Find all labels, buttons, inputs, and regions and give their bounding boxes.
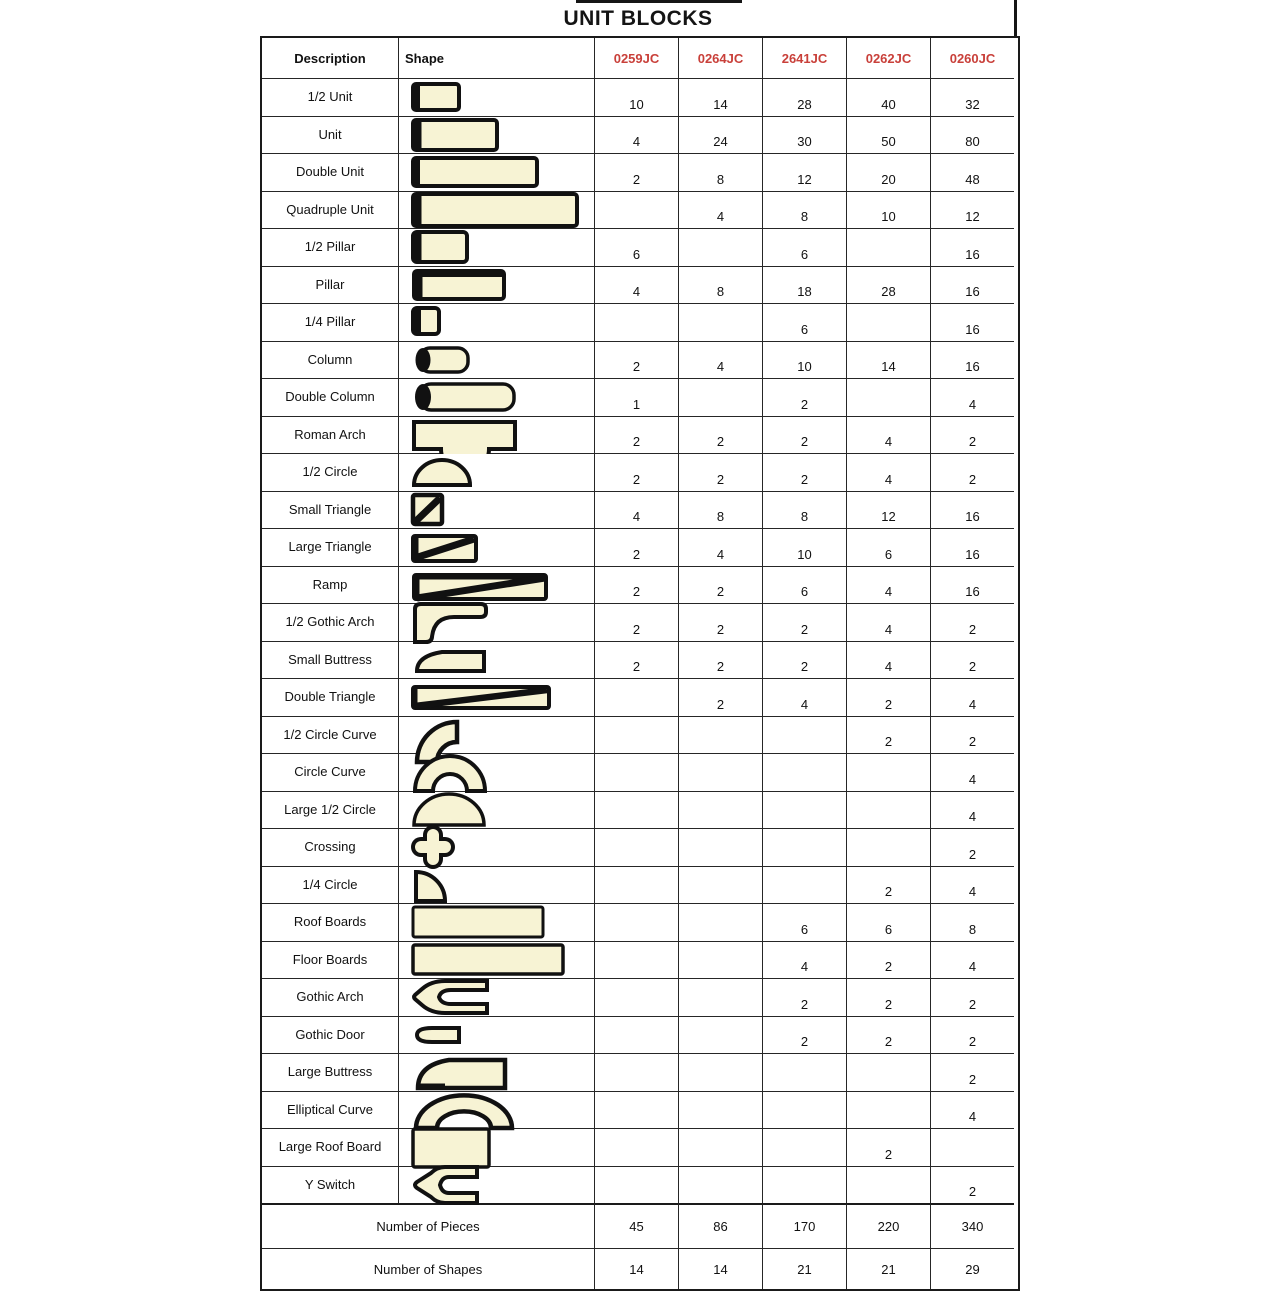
row-shape-cell: [398, 266, 594, 304]
row-quantity: 8: [678, 491, 762, 529]
row-shape-cell: [398, 528, 594, 566]
row-quantity: 4: [930, 941, 1014, 979]
row-quantity: 4: [678, 341, 762, 379]
row-shape-cell: [398, 1053, 594, 1091]
row-quantity: 2: [846, 1128, 930, 1166]
row-description: Y Switch: [262, 1166, 398, 1204]
row-quantity: [678, 1053, 762, 1091]
row-description: Double Triangle: [262, 678, 398, 716]
row-quantity: 2: [762, 416, 846, 454]
half-pillar-shape-icon: [409, 228, 471, 266]
row-quantity: [678, 228, 762, 266]
column-shape-icon: [409, 343, 475, 377]
row-quantity: [678, 791, 762, 829]
row-description: Pillar: [262, 266, 398, 304]
row-quantity: [762, 1166, 846, 1204]
header-shape: Shape: [398, 38, 594, 78]
row-quantity: 2: [846, 866, 930, 904]
row-quantity: 4: [678, 191, 762, 229]
row-shape-cell: [398, 1166, 594, 1204]
row-quantity: 4: [594, 491, 678, 529]
row-quantity: 4: [846, 416, 930, 454]
row-quantity: [762, 866, 846, 904]
pillar-shape-icon: [409, 265, 509, 305]
row-quantity: [678, 866, 762, 904]
row-description: Small Triangle: [262, 491, 398, 529]
row-quantity: 4: [930, 1091, 1014, 1129]
row-quantity: [846, 1053, 930, 1091]
row-quantity: 2: [594, 528, 678, 566]
row-quantity: [594, 716, 678, 754]
gothic-door-shape-icon: [409, 1022, 465, 1048]
footer-shapes-value: 21: [846, 1248, 930, 1289]
row-description: Gothic Door: [262, 1016, 398, 1054]
header-code-0264jc: 0264JC: [678, 38, 762, 78]
row-quantity: 16: [930, 303, 1014, 341]
header-description: Description: [294, 50, 366, 66]
row-quantity: [678, 978, 762, 1016]
double-unit-shape-icon: [409, 155, 541, 189]
row-quantity: [594, 828, 678, 866]
row-description: Floor Boards: [262, 941, 398, 979]
row-quantity: [594, 791, 678, 829]
row-description: 1/2 Pillar: [262, 228, 398, 266]
row-quantity: [594, 978, 678, 1016]
row-description: 1/4 Circle: [262, 866, 398, 904]
row-description: 1/4 Pillar: [262, 303, 398, 341]
row-quantity: 2: [678, 453, 762, 491]
row-quantity: 6: [762, 903, 846, 941]
row-description: 1/2 Unit: [262, 78, 398, 116]
row-quantity: 16: [930, 491, 1014, 529]
header-code-0262jc: 0262JC: [846, 38, 930, 78]
y-switch-shape-icon: [409, 1159, 483, 1211]
row-shape-cell: [398, 603, 594, 641]
quarter-pillar-shape-icon: [409, 304, 445, 340]
row-quantity: [762, 828, 846, 866]
row-quantity: 2: [762, 603, 846, 641]
row-quantity: 12: [930, 191, 1014, 229]
row-quantity: [678, 303, 762, 341]
row-quantity: [846, 1091, 930, 1129]
row-shape-cell: [398, 753, 594, 791]
large-triangle-shape-icon: [409, 529, 481, 565]
unit-blocks-table: [260, 36, 1020, 1291]
small-triangle-shape-icon: [409, 491, 447, 529]
row-quantity: [762, 1091, 846, 1129]
row-quantity: 2: [930, 978, 1014, 1016]
row-quantity: [930, 1128, 1014, 1166]
row-quantity: 2: [930, 641, 1014, 679]
header-code-2641jc: 2641JC: [762, 38, 846, 78]
row-description: Crossing: [262, 828, 398, 866]
row-quantity: [678, 753, 762, 791]
row-quantity: 10: [762, 341, 846, 379]
row-quantity: [678, 716, 762, 754]
row-quantity: 2: [594, 566, 678, 604]
row-quantity: [594, 753, 678, 791]
row-description: Circle Curve: [262, 753, 398, 791]
row-quantity: 80: [930, 116, 1014, 154]
footer-shapes-value: 29: [930, 1248, 1014, 1289]
row-quantity: 16: [930, 341, 1014, 379]
row-description: 1/2 Circle: [262, 453, 398, 491]
row-quantity: [594, 903, 678, 941]
header-code-0259jc: 0259JC: [594, 38, 678, 78]
row-quantity: 12: [762, 153, 846, 191]
footer-shapes-value: 14: [594, 1248, 678, 1289]
row-quantity: 2: [846, 716, 930, 754]
row-quantity: 2: [930, 453, 1014, 491]
half-unit-shape-icon: [409, 81, 463, 113]
row-quantity: [846, 753, 930, 791]
row-quantity: [678, 1016, 762, 1054]
row-shape-cell: [398, 641, 594, 679]
quarter-circle-shape-icon: [409, 864, 451, 906]
row-quantity: 4: [678, 528, 762, 566]
row-quantity: 32: [930, 78, 1014, 116]
row-quantity: [762, 1053, 846, 1091]
row-quantity: 16: [930, 566, 1014, 604]
row-quantity: 6: [846, 903, 930, 941]
row-shape-cell: [398, 941, 594, 979]
row-quantity: [594, 1016, 678, 1054]
row-quantity: 16: [930, 228, 1014, 266]
row-shape-cell: [398, 228, 594, 266]
row-quantity: 8: [678, 153, 762, 191]
row-quantity: 16: [930, 528, 1014, 566]
row-quantity: 4: [846, 453, 930, 491]
row-quantity: [678, 941, 762, 979]
row-quantity: 2: [678, 566, 762, 604]
row-quantity: 2: [762, 978, 846, 1016]
row-quantity: 2: [678, 603, 762, 641]
row-quantity: 4: [762, 678, 846, 716]
row-description: Elliptical Curve: [262, 1091, 398, 1129]
footer-shapes-label: Number of Shapes: [262, 1248, 594, 1289]
row-description: 1/2 Gothic Arch: [262, 603, 398, 641]
row-quantity: 2: [594, 153, 678, 191]
row-quantity: [762, 753, 846, 791]
footer-pieces-value: 220: [846, 1203, 930, 1248]
row-quantity: 10: [762, 528, 846, 566]
row-description: Large Buttress: [262, 1053, 398, 1091]
row-quantity: [846, 1166, 930, 1204]
row-quantity: 4: [930, 791, 1014, 829]
row-quantity: [678, 903, 762, 941]
row-quantity: [594, 1128, 678, 1166]
row-quantity: 2: [678, 416, 762, 454]
row-description: Large Triangle: [262, 528, 398, 566]
row-quantity: [594, 1053, 678, 1091]
row-quantity: 2: [762, 378, 846, 416]
row-shape-cell: [398, 903, 594, 941]
row-quantity: 8: [678, 266, 762, 304]
row-quantity: 10: [846, 191, 930, 229]
row-quantity: 2: [762, 641, 846, 679]
row-quantity: 6: [762, 303, 846, 341]
row-quantity: 6: [846, 528, 930, 566]
row-quantity: 8: [930, 903, 1014, 941]
row-quantity: 4: [594, 266, 678, 304]
row-quantity: 24: [678, 116, 762, 154]
row-quantity: 2: [846, 978, 930, 1016]
row-description: Large Roof Board: [262, 1128, 398, 1166]
row-shape-cell: [398, 566, 594, 604]
footer-pieces-value: 86: [678, 1203, 762, 1248]
row-shape-cell: [398, 416, 594, 454]
row-quantity: 4: [846, 641, 930, 679]
row-quantity: 14: [846, 341, 930, 379]
row-quantity: [594, 1091, 678, 1129]
row-quantity: 2: [594, 603, 678, 641]
row-quantity: [846, 378, 930, 416]
row-quantity: [846, 791, 930, 829]
row-quantity: [762, 791, 846, 829]
row-quantity: 2: [594, 641, 678, 679]
row-quantity: [594, 941, 678, 979]
row-quantity: 6: [762, 228, 846, 266]
row-shape-cell: [398, 153, 594, 191]
row-quantity: 2: [930, 716, 1014, 754]
row-quantity: 2: [594, 416, 678, 454]
roman-arch-shape-icon: [409, 416, 521, 454]
row-quantity: 16: [930, 266, 1014, 304]
row-quantity: 2: [678, 678, 762, 716]
header-code-0260jc: 0260JC: [930, 38, 1014, 78]
row-shape-cell: [398, 191, 594, 229]
row-quantity: 14: [678, 78, 762, 116]
footer-pieces-value: 45: [594, 1203, 678, 1248]
row-quantity: 6: [594, 228, 678, 266]
row-quantity: 2: [846, 1016, 930, 1054]
footer-shapes-value: 14: [678, 1248, 762, 1289]
row-quantity: 8: [762, 491, 846, 529]
row-description: Unit: [262, 116, 398, 154]
row-quantity: 2: [930, 1016, 1014, 1054]
row-quantity: 2: [594, 453, 678, 491]
row-quantity: 2: [930, 1053, 1014, 1091]
footer-shapes-value: 21: [762, 1248, 846, 1289]
row-quantity: 2: [846, 678, 930, 716]
half-gothic-arch-shape-icon: [409, 599, 491, 645]
row-quantity: 2: [930, 828, 1014, 866]
row-shape-cell: [398, 453, 594, 491]
roof-boards-shape-icon: [409, 901, 549, 943]
row-quantity: [762, 1128, 846, 1166]
footer-pieces-value: 340: [930, 1203, 1014, 1248]
top-crop-line: [576, 0, 742, 3]
row-quantity: [846, 828, 930, 866]
row-description: 1/2 Circle Curve: [262, 716, 398, 754]
row-description: Double Unit: [262, 153, 398, 191]
row-quantity: 2: [930, 1166, 1014, 1204]
row-description: Quadruple Unit: [262, 191, 398, 229]
row-quantity: [762, 716, 846, 754]
row-quantity: [594, 678, 678, 716]
row-quantity: [594, 866, 678, 904]
row-description: Roman Arch: [262, 416, 398, 454]
double-column-shape-icon: [409, 379, 521, 415]
row-quantity: 4: [930, 753, 1014, 791]
row-shape-cell: [398, 828, 594, 866]
row-quantity: [594, 1166, 678, 1204]
row-quantity: 20: [846, 153, 930, 191]
row-quantity: 2: [930, 603, 1014, 641]
row-quantity: 2: [594, 341, 678, 379]
row-quantity: 40: [846, 78, 930, 116]
row-quantity: [678, 1128, 762, 1166]
row-quantity: 12: [846, 491, 930, 529]
row-quantity: [594, 303, 678, 341]
row-description: Small Buttress: [262, 641, 398, 679]
row-quantity: 4: [846, 603, 930, 641]
row-shape-cell: [398, 116, 594, 154]
row-quantity: 50: [846, 116, 930, 154]
row-shape-cell: [398, 78, 594, 116]
row-quantity: 28: [762, 78, 846, 116]
row-shape-cell: [398, 303, 594, 341]
row-quantity: 2: [762, 1016, 846, 1054]
row-quantity: [678, 1166, 762, 1204]
row-quantity: 4: [594, 116, 678, 154]
quadruple-unit-shape-icon: [409, 190, 581, 230]
row-description: Gothic Arch: [262, 978, 398, 1016]
row-quantity: [678, 378, 762, 416]
row-quantity: [678, 1091, 762, 1129]
row-description: Ramp: [262, 566, 398, 604]
row-quantity: 2: [762, 453, 846, 491]
row-shape-cell: [398, 341, 594, 379]
row-shape-cell: [398, 978, 594, 1016]
row-quantity: 2: [846, 941, 930, 979]
row-quantity: 28: [846, 266, 930, 304]
page-title: UNIT BLOCKS: [563, 7, 713, 30]
row-quantity: 1: [594, 378, 678, 416]
row-quantity: [678, 828, 762, 866]
row-quantity: 18: [762, 266, 846, 304]
row-shape-cell: [398, 866, 594, 904]
row-quantity: 4: [762, 941, 846, 979]
footer-pieces-label: Number of Pieces: [262, 1203, 594, 1248]
row-shape-cell: [398, 1016, 594, 1054]
row-quantity: 48: [930, 153, 1014, 191]
row-quantity: [846, 228, 930, 266]
unit-shape-icon: [409, 116, 501, 154]
row-quantity: 4: [930, 678, 1014, 716]
row-quantity: 8: [762, 191, 846, 229]
row-quantity: 10: [594, 78, 678, 116]
row-quantity: 2: [930, 416, 1014, 454]
row-shape-cell: [398, 491, 594, 529]
row-description: Column: [262, 341, 398, 379]
row-quantity: 4: [846, 566, 930, 604]
row-quantity: 6: [762, 566, 846, 604]
row-description: Large 1/2 Circle: [262, 791, 398, 829]
row-description: Double Column: [262, 378, 398, 416]
small-buttress-shape-icon: [409, 645, 489, 675]
row-shape-cell: [398, 378, 594, 416]
gothic-arch-shape-icon: [409, 974, 493, 1020]
row-quantity: 2: [678, 641, 762, 679]
row-quantity: [846, 303, 930, 341]
row-quantity: 30: [762, 116, 846, 154]
row-description: Roof Boards: [262, 903, 398, 941]
row-quantity: 4: [930, 378, 1014, 416]
half-circle-shape-icon: [409, 455, 475, 489]
footer-pieces-value: 170: [762, 1203, 846, 1248]
row-quantity: [594, 191, 678, 229]
row-quantity: 4: [930, 866, 1014, 904]
